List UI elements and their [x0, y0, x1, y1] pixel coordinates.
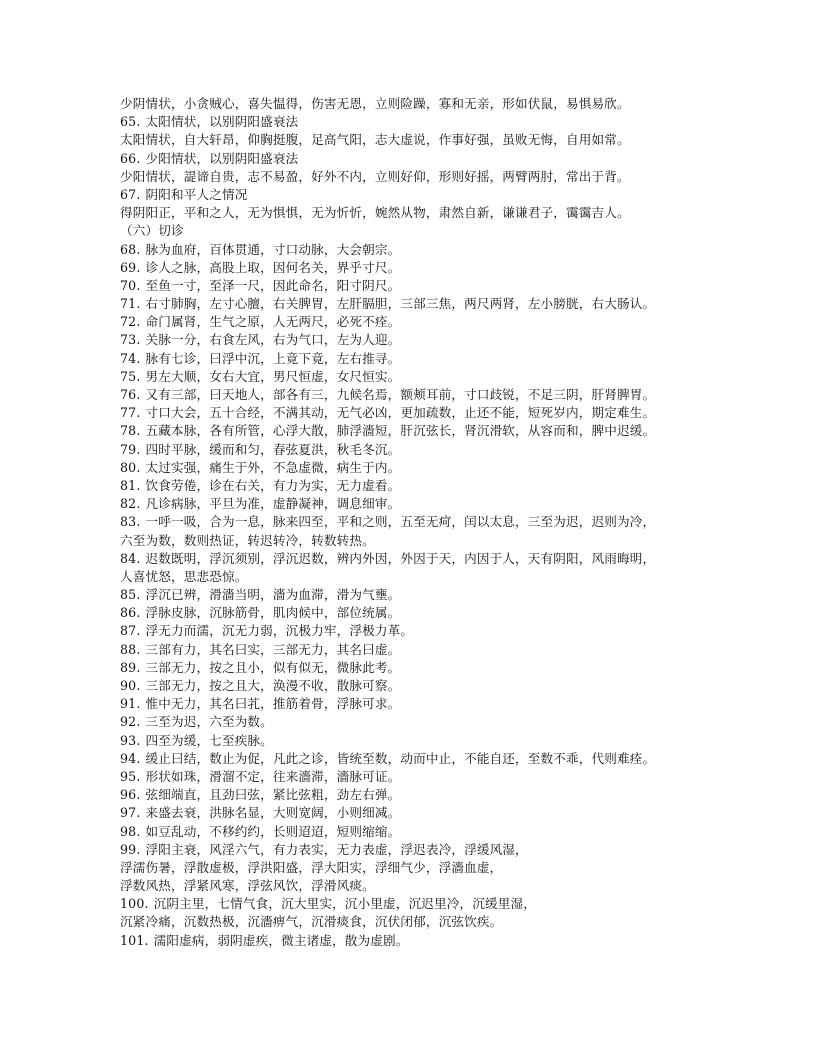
line-number: 90.	[120, 678, 141, 693]
numbered-line	[120, 295, 720, 313]
line-number: 83.	[120, 514, 141, 530]
line-text: （六）切诊	[120, 223, 184, 239]
numbered-line	[120, 713, 720, 731]
line-number: 98.	[120, 823, 141, 839]
line-text: 沉紧冷痛，沉数热极，沉濇痹气，沉滑痰食，沉伏闭郁，沉弦饮疾。	[120, 914, 503, 930]
line-text: 三部无力，按之且大，涣漫不收，散脉可察。	[145, 678, 401, 693]
line-number: 81.	[120, 477, 141, 493]
line-text: 得阴阳正，平和之人，无为惧惧，无为忻忻，婉然从物，肃然自新，谦谦君子，霭霭吉人。	[120, 205, 630, 221]
line-text: 四时平脉，缓而和匀，春弦夏洪，秋毛冬沉。	[145, 441, 401, 457]
line-text: 浮濡伤暑，浮散虚极，浮洪阳盛，浮大阳实，浮细气少，浮濇血虚，	[120, 859, 503, 875]
numbered-line	[120, 186, 720, 204]
line-number: 72.	[120, 314, 141, 330]
numbered-line	[120, 259, 720, 277]
line-number: 97.	[120, 805, 141, 821]
line-text: 太阳情状，自大轩昂，仰胸挺腹，足高气阳，志大虚说，作事好强，虽败无悔，自用如常。	[120, 132, 630, 148]
line-text: 右寸肺胸，左寸心膻，右关脾胃，左肝膈胆，三部三焦，两尺两肾，左小膀胱，右大肠认。	[145, 296, 656, 312]
numbered-line	[120, 586, 720, 604]
line-text: 少阴情状，小贪贼心，喜失愠得，伤害无恩，立则险躁，寡和无亲，形如伏鼠，易惧易欣。	[120, 96, 630, 111]
line-text: 关脉一分，右食左风，右为气口，左为人迎。	[145, 332, 401, 348]
text-line	[120, 204, 720, 222]
line-text: 濡阳虚病，弱阴虚疾，微主诸虚，散为虚剧。	[153, 932, 409, 948]
line-number: 91.	[120, 696, 141, 712]
line-number: 68.	[120, 241, 141, 257]
numbered-line	[120, 150, 720, 168]
numbered-line	[120, 768, 720, 786]
numbered-line	[120, 459, 720, 477]
line-number: 74.	[120, 350, 141, 366]
line-text: 命门属肾，生气之原，人无两尺，必死不痊。	[145, 314, 401, 330]
line-text: 三部有力，其名曰实，三部无力，其名曰虚。	[145, 641, 401, 657]
line-number: 71.	[120, 296, 141, 312]
text-line	[120, 222, 720, 240]
line-text: 迟数既明，浮沉须别，浮沉迟数，辨内外因，外因于天，内因于人，天有阴阳，风雨晦明，	[145, 550, 656, 566]
numbered-line	[120, 313, 720, 331]
numbered-line	[120, 622, 720, 640]
line-number: 100.	[120, 896, 149, 912]
line-text: 太阳情状，以别阴阳盛衰法	[145, 114, 299, 130]
numbered-line	[120, 641, 720, 659]
line-text: 惟中无力，其名曰芤，推筋着骨，浮脉可求。	[145, 696, 401, 712]
numbered-line	[120, 241, 720, 259]
line-number: 66.	[120, 150, 141, 166]
line-text: 凡诊病脉，平旦为准，虚静凝神，调息细审。	[145, 496, 401, 512]
line-number: 75.	[120, 368, 141, 384]
line-text: 四至为缓，七至疾脉。	[145, 732, 273, 748]
line-text: 男左大顺，女右大宜，男尺恒虚，女尺恒实。	[145, 368, 401, 384]
numbered-line	[120, 422, 720, 440]
numbered-line	[120, 404, 720, 422]
line-number: 70.	[120, 277, 141, 293]
numbered-line	[120, 350, 720, 368]
numbered-line	[120, 368, 720, 386]
line-number: 78.	[120, 423, 141, 439]
numbered-line	[120, 677, 720, 695]
line-number: 94.	[120, 750, 141, 766]
line-text: 阴阳和平人之情况	[145, 186, 248, 202]
line-text: 少阳情状，以别阴阳盛衰法	[145, 150, 299, 166]
line-number: 85.	[120, 587, 141, 603]
line-number: 88.	[120, 641, 141, 657]
numbered-line	[120, 804, 720, 822]
numbered-line	[120, 550, 720, 568]
line-text: 一呼一吸，合为一息，脉来四至，平和之则，五至无疴，闰以太息，三至为迟，迟则为冷，	[145, 514, 656, 530]
numbered-line	[120, 277, 720, 295]
numbered-line	[120, 604, 720, 622]
line-number: 80.	[120, 459, 141, 475]
line-text: 浮无力而濡，沉无力弱，沉极力牢，浮极力革。	[145, 623, 414, 639]
line-number: 77.	[120, 405, 141, 421]
numbered-line	[120, 441, 720, 459]
text-line	[120, 532, 720, 550]
line-number: 99.	[120, 841, 141, 857]
text-line	[120, 95, 720, 113]
line-number: 96.	[120, 787, 141, 803]
line-text: 来盛去衰，洪脉名显，大则宽阔，小则细减。	[145, 805, 401, 821]
line-number: 87.	[120, 623, 141, 639]
text-line	[120, 168, 720, 186]
numbered-line	[120, 495, 720, 513]
line-text: 又有三部，曰天地人，部各有三，九候名焉，额颊耳前，寸口歧锐，不足三阴，肝肾脾胃。	[145, 387, 656, 402]
line-text: 脉有七诊，曰浮中沉，上竟下竟，左右推寻。	[145, 350, 401, 366]
line-number: 82.	[120, 496, 141, 512]
text-line	[120, 568, 720, 586]
numbered-line	[120, 386, 720, 404]
line-text: 五藏本脉，各有所管，心浮大散，肺浮濇短，肝沉弦长，肾沉滑软，从容而和，脾中迟缓。	[145, 423, 656, 439]
line-number: 95.	[120, 768, 141, 784]
line-text: 缓止曰结，数止为促，凡此之诊，皆统至数，动而中止，不能自还，至数不乖，代则难痊。	[145, 750, 656, 766]
line-text: 诊人之脉，高股上取，因何名关，界乎寸尺。	[145, 259, 401, 275]
line-text: 如豆乱动，不移约约，长则迢迢，短则缩缩。	[145, 823, 401, 839]
numbered-line	[120, 932, 720, 950]
line-text: 脉为血府，百体贯通，寸口动脉，大会朝宗。	[145, 241, 401, 257]
line-number: 86.	[120, 605, 141, 621]
line-number: 84.	[120, 550, 141, 566]
line-number: 101.	[120, 932, 149, 948]
line-text: 三至为迟，六至为数。	[145, 714, 273, 730]
numbered-line	[120, 659, 720, 677]
text-line	[120, 131, 720, 149]
numbered-line	[120, 513, 720, 531]
line-text: 太过实强，痛生于外，不急虚微，病生于内。	[145, 459, 401, 475]
text-line	[120, 877, 720, 895]
line-text: 浮数风热，浮紧风寒，浮弦风饮，浮滑风痰。	[120, 878, 375, 894]
numbered-line	[120, 786, 720, 804]
line-number: 93.	[120, 732, 141, 748]
line-text: 人喜忧怒，思悲恐惊。	[120, 568, 248, 584]
line-text: 形状如珠，滑溜不定，往来濇滞，濇脉可证。	[145, 768, 401, 784]
document-page	[120, 95, 720, 950]
line-number: 67.	[120, 186, 141, 202]
line-text: 寸口大会，五十合经，不满其动，无气必凶，更加疏数，止还不能，短死岁内，期定难生。	[145, 405, 656, 421]
numbered-line	[120, 331, 720, 349]
line-number: 73.	[120, 332, 141, 348]
numbered-line	[120, 113, 720, 131]
line-text: 浮阳主衰，风淫六气，有力表实，无力表虚，浮迟表冷，浮缓风湿，	[145, 841, 528, 857]
line-number: 89.	[120, 659, 141, 675]
line-text: 饮食劳倦，诊在右关，有力为实，无力虚看。	[145, 477, 401, 493]
line-text: 沉阴主里，七情气食，沉大里实，沉小里虚，沉迟里冷，沉缓里湿，	[153, 896, 536, 912]
line-text: 浮脉皮脉，沉脉筋骨，肌肉候中，部位统属。	[145, 605, 401, 621]
line-number: 76.	[120, 387, 141, 402]
text-line	[120, 913, 720, 931]
line-number: 79.	[120, 441, 141, 457]
numbered-line	[120, 750, 720, 768]
line-number: 92.	[120, 714, 141, 730]
numbered-line	[120, 895, 720, 913]
numbered-line	[120, 732, 720, 750]
line-number: 65.	[120, 114, 141, 130]
line-text: 六至为数，数则热证，转迟转冷，转数转热。	[120, 532, 375, 548]
line-text: 至鱼一寸，至泽一尺，因此命名，阳寸阴尺。	[145, 277, 401, 293]
text-line	[120, 859, 720, 877]
line-text: 浮沉已辨，滑濇当明，濇为血滞，滑为气壅。	[145, 587, 401, 603]
numbered-line	[120, 823, 720, 841]
line-text: 少阳情状，諟谛自贵，志不易盈，好外不内，立则好仰，形则好摇，两臂两肘，常出于背。	[120, 168, 630, 184]
line-text: 弦细端直，且劲曰弦，紧比弦粗，劲左右弹。	[145, 787, 401, 803]
numbered-line	[120, 477, 720, 495]
line-number: 69.	[120, 259, 141, 275]
numbered-line	[120, 841, 720, 859]
numbered-line	[120, 695, 720, 713]
line-text: 三部无力，按之且小，似有似无，微脉此考。	[145, 659, 401, 675]
